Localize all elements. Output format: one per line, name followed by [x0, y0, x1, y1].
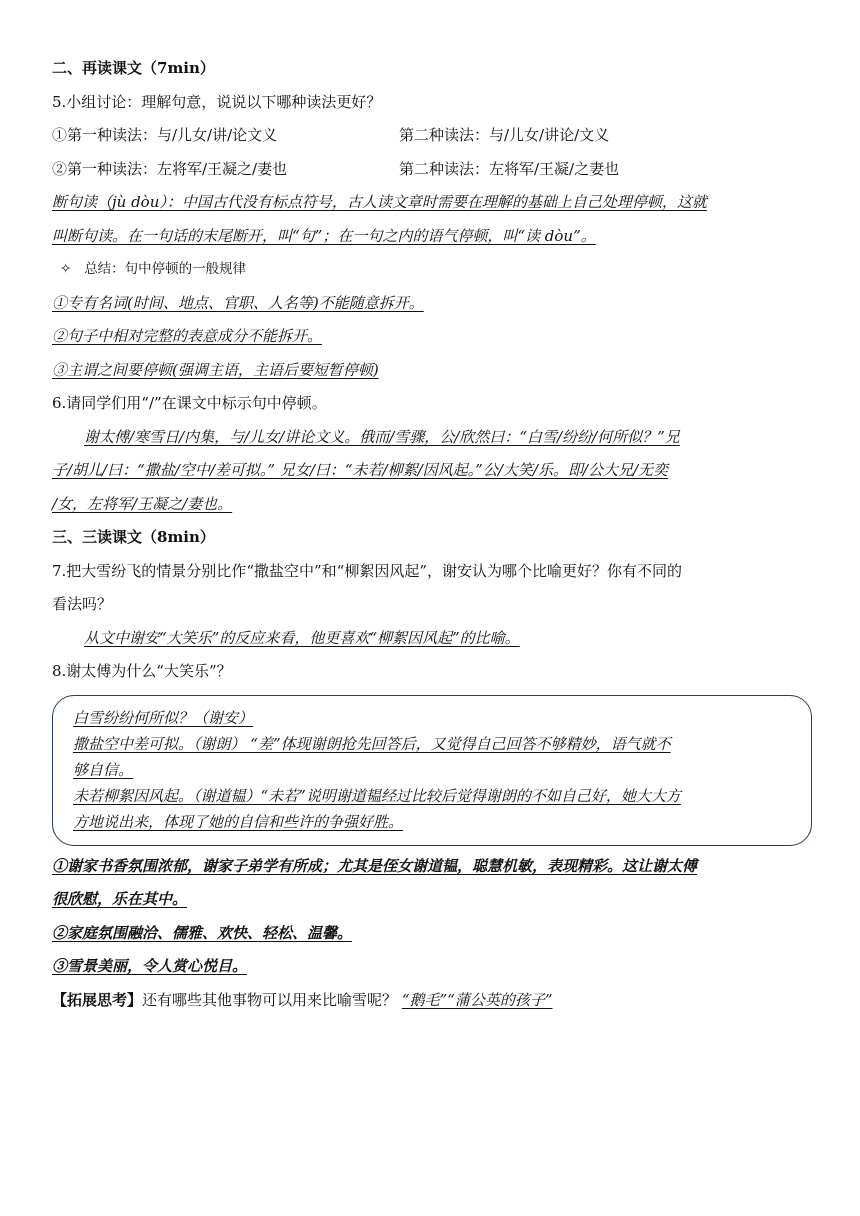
section-3-title: 三、三读课文（8min） — [52, 528, 215, 546]
summary-heading — [52, 253, 812, 287]
question-7-line-1: 7.把大雪纷飞的情景分别比作“撒盐空中”和“柳絮因风起”，谢安认为哪个比喻更好？你有不同的 — [52, 561, 682, 580]
rule-1: ①专有名词(时间、地点、官职、人名等)不能随意拆开。 — [52, 293, 424, 312]
q5-option-1-reading-a: ①第一种读法：与/儿女/讲/论文义 — [52, 126, 278, 144]
annotated-text-line-3: /女，左将军/王凝之/妻也。 — [52, 494, 233, 513]
sparkle-icon: ✧ — [60, 261, 72, 277]
extension-thinking — [52, 984, 812, 1018]
dudu-definition-line-2: 叫断句读。在一句话的末尾断开，叫“句”；在一句之内的语气停顿，叫“读 dòu”。 — [52, 226, 596, 245]
q5-option-2 — [52, 153, 812, 187]
answer-8-point-3: ③雪景美丽，令人赏心悦目。 — [52, 957, 248, 975]
annotated-text-line-2: 子/胡儿/曰：“撒盐/空中/差可拟。” 兄女/曰：“未若/柳絮/因风起。”公/大笑/乐。即/公大兄/无奕 — [52, 461, 669, 479]
section-2-title: 二、再读课文（7min） — [52, 59, 215, 77]
box-line-4: 未若柳絮因风起。（谢道韫）“未若”说明谢道韫经过比较后觉得谢朗的不如自己好，她大大方 — [73, 786, 681, 805]
extension-question: 还有哪些其他事物可以用来比喻雪呢？ — [142, 990, 398, 1009]
summary-text: 总结：句中停顿的一般规律 — [84, 261, 247, 277]
question-8: 8.谢太傅为什么“大笑乐”？ — [52, 662, 232, 680]
box-line-3: 够自信。 — [73, 760, 134, 779]
rule-3: ③主谓之间要停顿(强调主语，主语后要短暂停顿) — [52, 360, 379, 379]
q5-option-2-reading-a: ②第一种读法：左将军/王凝之/妻也 — [52, 159, 288, 178]
question-5: 5.小组讨论：理解句意，说说以下哪种读法更好？ — [52, 92, 382, 111]
box-line-2: 撒盐空中差可拟。（谢朗） “差”体现谢朗抢先回答后，又觉得自己回答不够精妙，语气就不 — [73, 734, 671, 753]
dudu-definition-line-1: 断句读（jù dòu）：中国古代没有标点符号，古人读文章时需要在理解的基础上自己处理停顿，这就 — [52, 193, 707, 211]
answer-7: 从文中谢安“大笑乐”的反应来看，他更喜欢“柳絮因风起”的比喻。 — [84, 628, 520, 647]
question-6: 6.请同学们用“/”在课文中标示句中停顿。 — [52, 394, 327, 412]
extension-answer: “鹅毛”“蒲公英的孩子” — [401, 990, 553, 1009]
answer-8-point-1-line-1: ①谢家书香氛围浓郁，谢家子弟学有所成；尤其是侄女谢道韫，聪慧机敏，表现精彩。这让谢太傅 — [52, 856, 698, 875]
extension-label: 【拓展思考】 — [52, 990, 143, 1009]
q5-option-2-reading-b: 第二种读法：左将军/王凝/之妻也 — [399, 159, 620, 178]
annotated-text-line-1: 谢太傅/寒雪日/内集，与/儿女/讲论文义。俄而/雪骤，公/欣然曰：“白雪/纷纷/何所似？”兄 — [84, 427, 680, 446]
dialogue-analysis-box — [52, 695, 812, 846]
box-line-1: 白雪纷纷何所似？（谢安） — [73, 708, 254, 727]
rule-2: ②句子中相对完整的表意成分不能拆开。 — [52, 327, 323, 345]
q5-option-1-reading-b: 第二种读法：与/儿女/讲论/文义 — [399, 126, 610, 144]
q5-option-1 — [52, 119, 812, 153]
worksheet-page — [52, 52, 812, 1017]
question-7-line-2: 看法吗？ — [52, 595, 113, 613]
box-line-5: 方地说出来，体现了她的自信和些许的争强好胜。 — [73, 812, 404, 831]
answer-8-point-1-line-2: 很欣慰，乐在其中。 — [52, 890, 188, 908]
answer-8-point-2: ②家庭氛围融洽、儒雅、欢快、轻松、温馨。 — [52, 923, 353, 942]
